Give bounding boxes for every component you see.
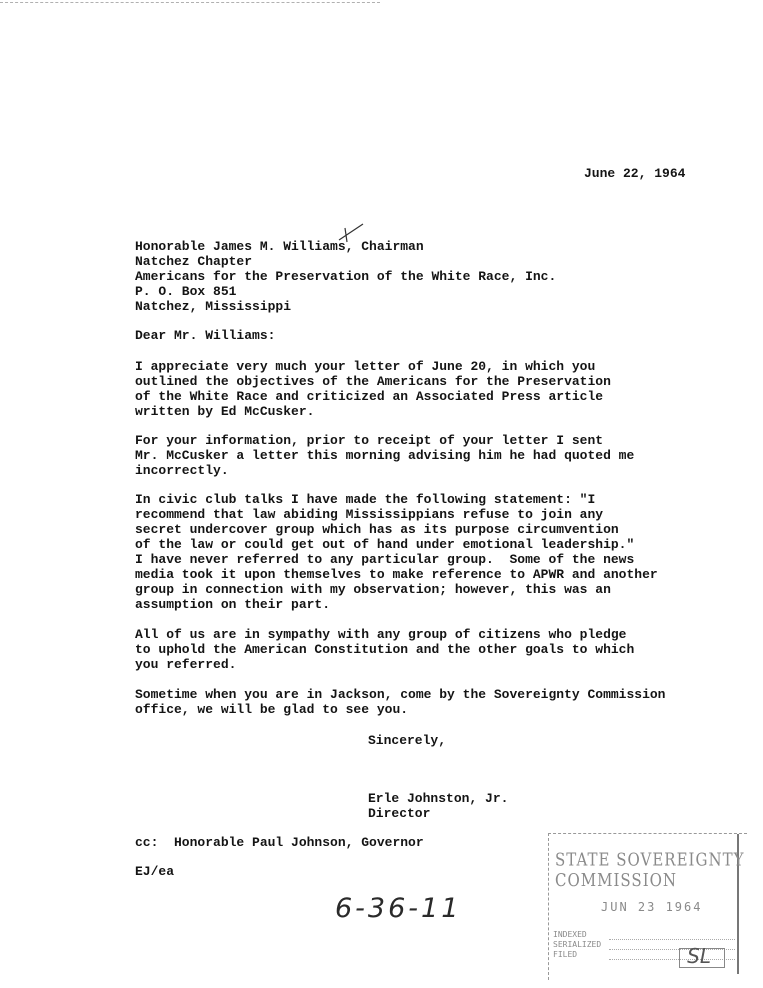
- stamp-filed: FILED: [553, 950, 578, 959]
- stamp-title: STATE SOVEREIGNTY COMMISSION: [555, 849, 745, 891]
- paragraph-line: For your information, prior to receipt of your letter I sent: [135, 433, 604, 448]
- stamp-serialized: SERIALIZED: [553, 940, 602, 949]
- signer-name: Erle Johnston, Jr.: [368, 791, 509, 806]
- paragraph-line: of the law or could get out of hand under emotional leadership.": [135, 537, 635, 552]
- paragraph-line: Mr. McCusker a letter this morning advising him he had quoted me: [135, 448, 635, 463]
- stamp-box-mark: SL: [687, 944, 711, 968]
- initials: EJ/ea: [135, 864, 175, 879]
- paragraph-line: media took it upon themselves to make reference to APWR and another: [135, 567, 658, 582]
- stamp-dotted-line: [609, 939, 735, 940]
- paragraph-line: you referred.: [135, 657, 237, 672]
- paragraph-line: office, we will be glad to see you.: [135, 702, 409, 717]
- paragraph-line: All of us are in sympathy with any group of citizens who pledge: [135, 627, 627, 642]
- cc-line: cc: Honorable Paul Johnson, Governor: [135, 835, 424, 850]
- salutation: Dear Mr. Williams:: [135, 328, 276, 343]
- address-line-5: Natchez, Mississippi: [135, 299, 292, 314]
- closing: Sincerely,: [368, 733, 447, 748]
- address-line-2: Natchez Chapter: [135, 254, 253, 269]
- received-stamp: [548, 833, 747, 980]
- address-line-3: Americans for the Preservation of the White Race, Inc.: [135, 269, 557, 284]
- paragraph-line: secret undercover group which has as its purpose circumvention: [135, 522, 619, 537]
- paragraph-line: of the White Race and criticized an Associated Press article: [135, 389, 604, 404]
- paragraph-line: outlined the objectives of the Americans for the Preservation: [135, 374, 611, 389]
- paragraph-line: recommend that law abiding Mississippians refuse to join any: [135, 507, 604, 522]
- paragraph-line: assumption on their part.: [135, 597, 331, 612]
- paragraph-line: I have never referred to any particular group. Some of the news: [135, 552, 635, 567]
- signer-title: Director: [368, 806, 431, 821]
- paragraph-line: group in connection with my observation; however, this was an: [135, 582, 611, 597]
- stamp-date: JUN 23 1964: [601, 900, 703, 914]
- top-dashed-rule: [0, 2, 380, 3]
- address-line-1: Honorable James M. Williams, Chairman: [135, 239, 424, 254]
- paragraph-line: I appreciate very much your letter of June 20, in which you: [135, 359, 596, 374]
- paragraph-line: written by Ed McCusker.: [135, 404, 315, 419]
- paragraph-line: to uphold the American Constitution and the other goals to which: [135, 642, 635, 657]
- paragraph-line: incorrectly.: [135, 463, 229, 478]
- stamp-indexed: INDEXED: [553, 930, 587, 939]
- paragraph-line: Sometime when you are in Jackson, come by the Sovereignty Commission: [135, 687, 666, 702]
- address-line-4: P. O. Box 851: [135, 284, 237, 299]
- letter-date: June 22, 1964: [584, 166, 686, 181]
- handwritten-file-number: 6-36-11: [335, 893, 462, 924]
- paragraph-line: In civic club talks I have made the following statement: "I: [135, 492, 596, 507]
